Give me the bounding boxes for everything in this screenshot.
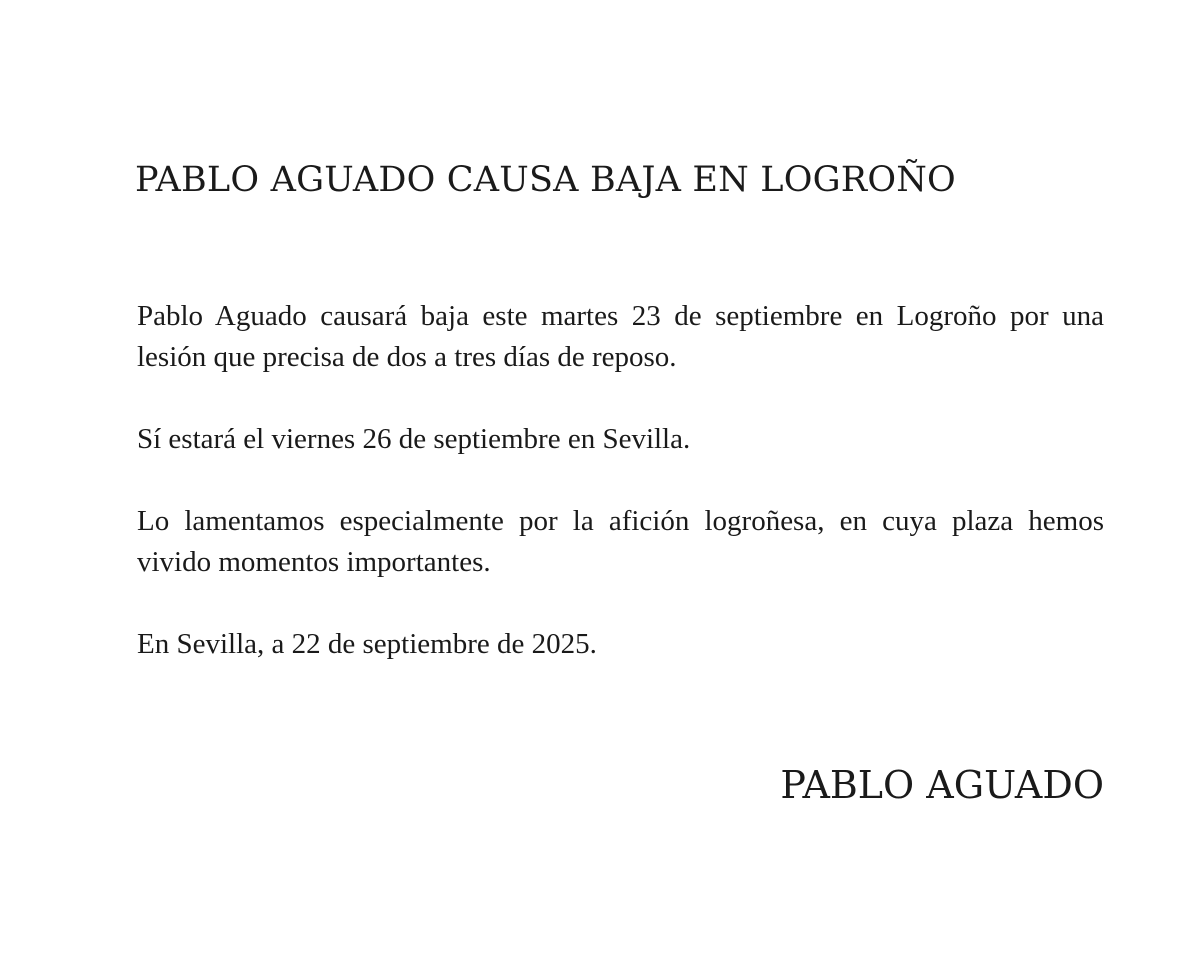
statement-body [137, 296, 1104, 706]
paragraph-seville: Sí estará el viernes 26 de septiembre en Sevilla. [137, 423, 691, 455]
paragraph-regret: Lo lamentamos especialmente por la afición logroñesa, en cuya plaza hemos vivido momentos importantes. [137, 505, 1104, 578]
paragraph-date: En Sevilla, a 22 de septiembre de 2025. [137, 628, 597, 660]
statement-title: PABLO AGUADO CAUSA BAJA EN LOGROÑO [135, 160, 956, 200]
signature: PABLO AGUADO [780, 763, 1104, 807]
paragraph-absence: Pablo Aguado causará baja este martes 23 de septiembre en Logroño por una lesión que precisa de dos a tres días de reposo. [137, 300, 1104, 373]
